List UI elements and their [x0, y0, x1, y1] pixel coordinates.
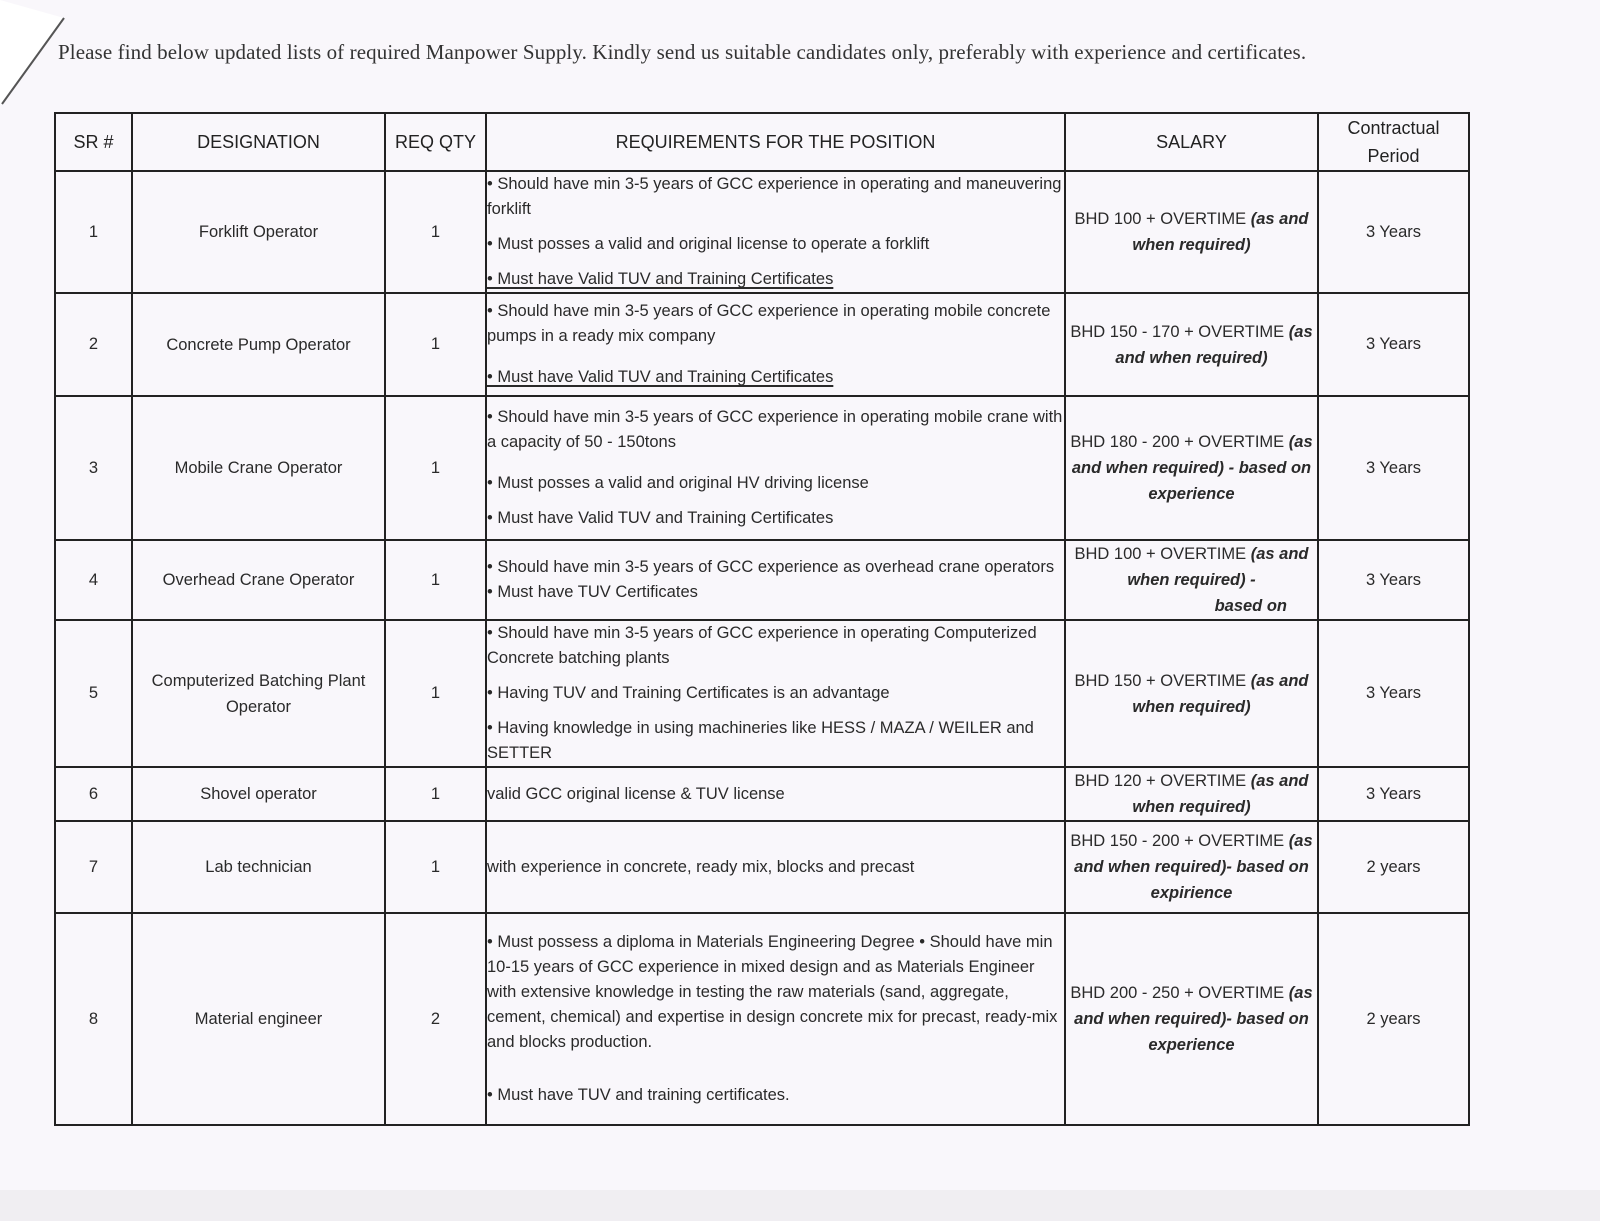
header-designation: DESIGNATION: [132, 113, 385, 171]
intro-text: Please find below updated lists of required Manpower Supply. Kindly send us suitable candidates only, preferably with experience and certificates.: [58, 40, 1307, 64]
requirement-line: • Should have min 3-5 years of GCC experience in operating mobile concrete pumps in a ready mix company: [487, 302, 1051, 345]
cell-requirements: [486, 913, 1065, 1125]
requirement-line: • Must posses a valid and original license to operate a forklift: [487, 235, 930, 253]
cell-sr: 1: [55, 171, 132, 293]
cell-salary: [1065, 913, 1318, 1125]
requirement-line: • Should have min 3-5 years of GCC experience in operating and maneuvering forklift: [487, 175, 1062, 218]
cell-sr: 6: [55, 767, 132, 821]
requirement-line: • Having knowledge in using machineries like HESS / MAZA / WEILER and SETTER: [487, 719, 1034, 762]
requirement-line: • Must have TUV and training certificates.: [487, 1086, 790, 1104]
cell-requirements: [486, 540, 1065, 620]
cell-salary: [1065, 767, 1318, 821]
cell-designation: Forklift Operator: [132, 171, 385, 293]
cell-period: 2 years: [1318, 913, 1469, 1125]
cell-period: 3 Years: [1318, 396, 1469, 540]
page-bottom-edge: [0, 1190, 1600, 1221]
cell-salary: [1065, 821, 1318, 913]
salary-note: (as and when required) -: [1127, 545, 1309, 589]
cell-period: 3 Years: [1318, 540, 1469, 620]
salary-note: (as and when required): [1115, 322, 1313, 367]
requirement-line: • Should have min 3-5 years of GCC experience in operating Computerized Concrete batching plants: [487, 624, 1037, 667]
cell-sr: 3: [55, 396, 132, 540]
salary-note: (as and when required): [1132, 772, 1309, 816]
header-period-line2: Period: [1367, 146, 1420, 166]
salary-base: BHD 150 + OVERTIME: [1074, 671, 1251, 690]
salary-note: (as and when required): [1132, 671, 1309, 716]
header-period-line1: Contractual: [1347, 118, 1440, 138]
salary-base: BHD 180 - 200 + OVERTIME: [1070, 433, 1289, 451]
cell-period: 2 years: [1318, 821, 1469, 913]
cell-qty: 1: [385, 821, 486, 913]
header-req-qty: REQ QTY: [385, 113, 486, 171]
cell-qty: 1: [385, 767, 486, 821]
cell-sr: 2: [55, 293, 132, 396]
requirement-line: valid GCC original license & TUV license: [487, 784, 785, 803]
salary-base: BHD 100 + OVERTIME: [1074, 545, 1251, 563]
cell-requirements: [486, 767, 1065, 821]
header-requirements: REQUIREMENTS FOR THE POSITION: [486, 113, 1065, 171]
requirement-line: • Must possess a diploma in Materials Engineering Degree • Should have min 10-15 years of GCC experience in mixed design and as Materials Engineer with extensive knowledge in testing the raw materials (sand, aggregate, cement, chemical) and expertise in design concrete mix for precast, ready-mix and blocks production.: [487, 933, 1058, 1051]
salary-base: BHD 150 - 170 + OVERTIME: [1070, 322, 1289, 341]
table-row: [55, 293, 1469, 396]
cell-designation: Overhead Crane Operator: [132, 540, 385, 620]
requirement-line: • Must have Valid TUV and Training Certificates: [487, 509, 834, 527]
cell-period: 3 Years: [1318, 293, 1469, 396]
cell-requirements: [486, 821, 1065, 913]
cell-requirements: [486, 396, 1065, 540]
salary-note: (as and when required) - based on experience: [1071, 433, 1313, 503]
manpower-requirements-table: [54, 112, 1470, 1126]
cell-salary: [1065, 540, 1318, 620]
cell-designation: Mobile Crane Operator: [132, 396, 385, 540]
cell-sr: 7: [55, 821, 132, 913]
header-sr: SR #: [55, 113, 132, 171]
cell-qty: 1: [385, 293, 486, 396]
cell-sr: 5: [55, 620, 132, 767]
cell-period: 3 Years: [1318, 767, 1469, 821]
requirement-line: • Having TUV and Training Certificates is an advantage: [487, 684, 890, 702]
cell-qty: 2: [385, 913, 486, 1125]
requirement-line: • Must have TUV Certificates: [487, 583, 698, 601]
table-row: [55, 620, 1469, 767]
table-header-row: [55, 113, 1469, 171]
cell-designation: Computerized Batching Plant Operator: [132, 620, 385, 767]
cell-sr: 4: [55, 540, 132, 620]
cell-sr: 8: [55, 913, 132, 1125]
salary-base: BHD 120 + OVERTIME: [1074, 772, 1251, 790]
cell-salary: [1065, 171, 1318, 293]
cell-period: 3 Years: [1318, 620, 1469, 767]
salary-base: BHD 100 + OVERTIME: [1074, 210, 1251, 228]
salary-note: (as and when required)- based on expirience: [1074, 832, 1313, 902]
cell-qty: 1: [385, 396, 486, 540]
cell-designation: Shovel operator: [132, 767, 385, 821]
cell-salary: [1065, 396, 1318, 540]
requirement-line: • Should have min 3-5 years of GCC experience in operating mobile crane with a capacity of 50 - 150tons: [487, 408, 1063, 451]
cell-designation: Concrete Pump Operator: [132, 293, 385, 396]
salary-base: BHD 200 - 250 + OVERTIME: [1070, 984, 1289, 1002]
salary-note: (as and when required)- based on experience: [1074, 984, 1313, 1054]
table-row: [55, 396, 1469, 540]
requirement-line: • Should have min 3-5 years of GCC experience as overhead crane operators: [487, 558, 1055, 576]
cell-salary: [1065, 620, 1318, 767]
cell-qty: 1: [385, 540, 486, 620]
cell-designation: Material engineer: [132, 913, 385, 1125]
requirement-line: with experience in concrete, ready mix, blocks and precast: [487, 857, 915, 876]
table-row: [55, 821, 1469, 913]
header-salary: SALARY: [1065, 113, 1318, 171]
cell-requirements: [486, 620, 1065, 767]
table-row: [55, 767, 1469, 821]
salary-note: (as and when required): [1132, 210, 1309, 254]
cell-salary: [1065, 293, 1318, 396]
cell-requirements: [486, 293, 1065, 396]
salary-note-continued: based on: [1214, 597, 1287, 615]
cell-designation: Lab technician: [132, 821, 385, 913]
cell-requirements: [486, 171, 1065, 293]
cell-qty: 1: [385, 620, 486, 767]
header-contractual-period: [1318, 113, 1469, 171]
requirement-line: • Must have Valid TUV and Training Certificates: [487, 270, 834, 288]
requirement-line: • Must have Valid TUV and Training Certificates: [487, 368, 834, 386]
cell-period: 3 Years: [1318, 171, 1469, 293]
cell-qty: 1: [385, 171, 486, 293]
salary-base: BHD 150 - 200 + OVERTIME: [1070, 832, 1289, 850]
requirement-line: • Must posses a valid and original HV driving license: [487, 474, 869, 492]
table-row: [55, 913, 1469, 1125]
table-row: [55, 540, 1469, 620]
table-row: [55, 171, 1469, 293]
